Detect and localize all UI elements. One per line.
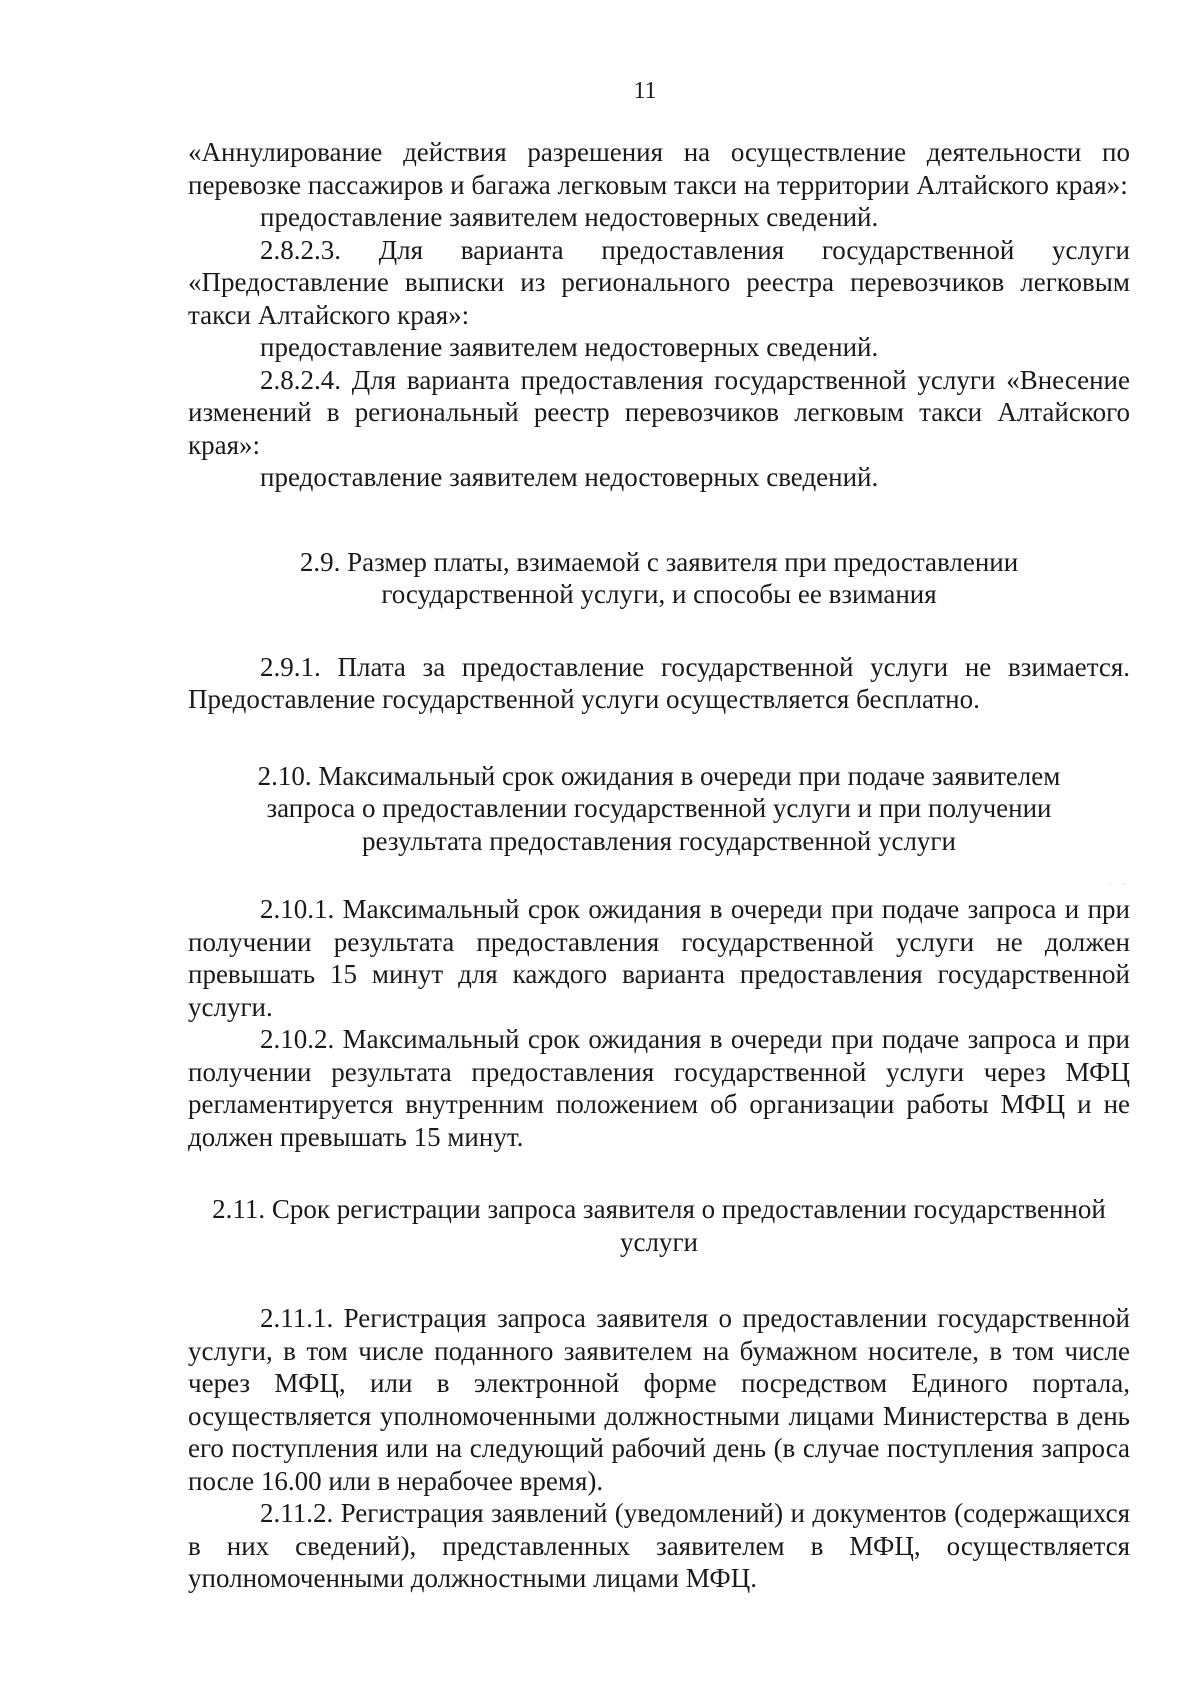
paragraph-2-11-1: 2.11.1. Регистрация запроса заявителя о предоставлении государственной услуги, в том числе поданного заявителем на бумажном носителе, в том числе через МФЦ, или в электронной форме посредством Единого портала, осуществляется уполномоченными должностными лицами Министерства в день его поступления или на следующий рабочий день (в случае поступления запроса после 16.00 или в нерабочее время). [188,1303,1130,1496]
paragraph-2-8-2-3: 2.8.2.3. Для варианта предоставления государственной услуги «Предоставление выписки из регионального реестра перевозчиков легковым такси Алтайского края»: [188,234,1130,330]
section-heading-2-9 [188,546,1130,611]
heading-line: результата предоставления государственной услуги [362,825,956,856]
paragraph-refusal-reason: предоставление заявителем недостоверных сведений. [260,462,879,492]
heading-line: 2.11. Срок регистрации запроса заявителя о предоставлении государственной [212,1194,1106,1224]
document-body [188,136,1130,1595]
heading-line: услуги [620,1226,698,1257]
scan-speck: · · [1108,880,1130,891]
paragraph-2-9-1: 2.9.1. Плата за предоставление государственной услуги не взимается. Предоставление государственной услуги осуществляется бесплатно. [188,651,1130,714]
section-heading-2-10 [188,760,1130,858]
paragraph-2-10-1: 2.10.1. Максимальный срок ожидания в очереди при подаче запроса и при получении результата предоставления государственной услуги не должен превышать 15 минут для каждого варианта предоставления государственной услуги. [188,894,1130,1022]
paragraph-annulment-title: «Аннулирование действия разрешения на осуществление деятельности по перевозке пассажиров и багажа легковым такси на территории Алтайского края»: [188,137,1130,200]
heading-line: 2.9. Размер платы, взимаемой с заявителя при предоставлении [299,546,1019,577]
heading-line: государственной услуги, и способы ее взимания [381,579,937,609]
page-number: 11 [633,78,657,104]
paragraph-2-10-2: 2.10.2. Максимальный срок ожидания в очереди при подаче запроса и при получении результата предоставления государственной услуги через МФЦ регламентируется внутренним положением об организации работы МФЦ и не должен превышать 15 минут. [188,1024,1130,1152]
paragraph-2-8-2-4: 2.8.2.4. Для варианта предоставления государственной услуги «Внесение изменений в региональный реестр перевозчиков легковым такси Алтайского края»: [188,364,1130,460]
paragraph-refusal-reason: предоставление заявителем недостоверных сведений. [260,202,879,232]
section-heading-2-11 [188,1193,1130,1258]
paragraph-refusal-reason: предоставление заявителем недостоверных сведений. [260,332,879,362]
heading-line: запроса о предоставлении государственной услуги и при получении [266,793,1052,823]
heading-line: 2.10. Максимальный срок ожидания в очереди при подаче заявителем [257,760,1061,791]
paragraph-2-11-2: 2.11.2. Регистрация заявлений (уведомлений) и документов (содержащихся в них сведений), представленных заявителем в МФЦ, осуществляется уполномоченными должностными лицами МФЦ. [188,1498,1130,1593]
